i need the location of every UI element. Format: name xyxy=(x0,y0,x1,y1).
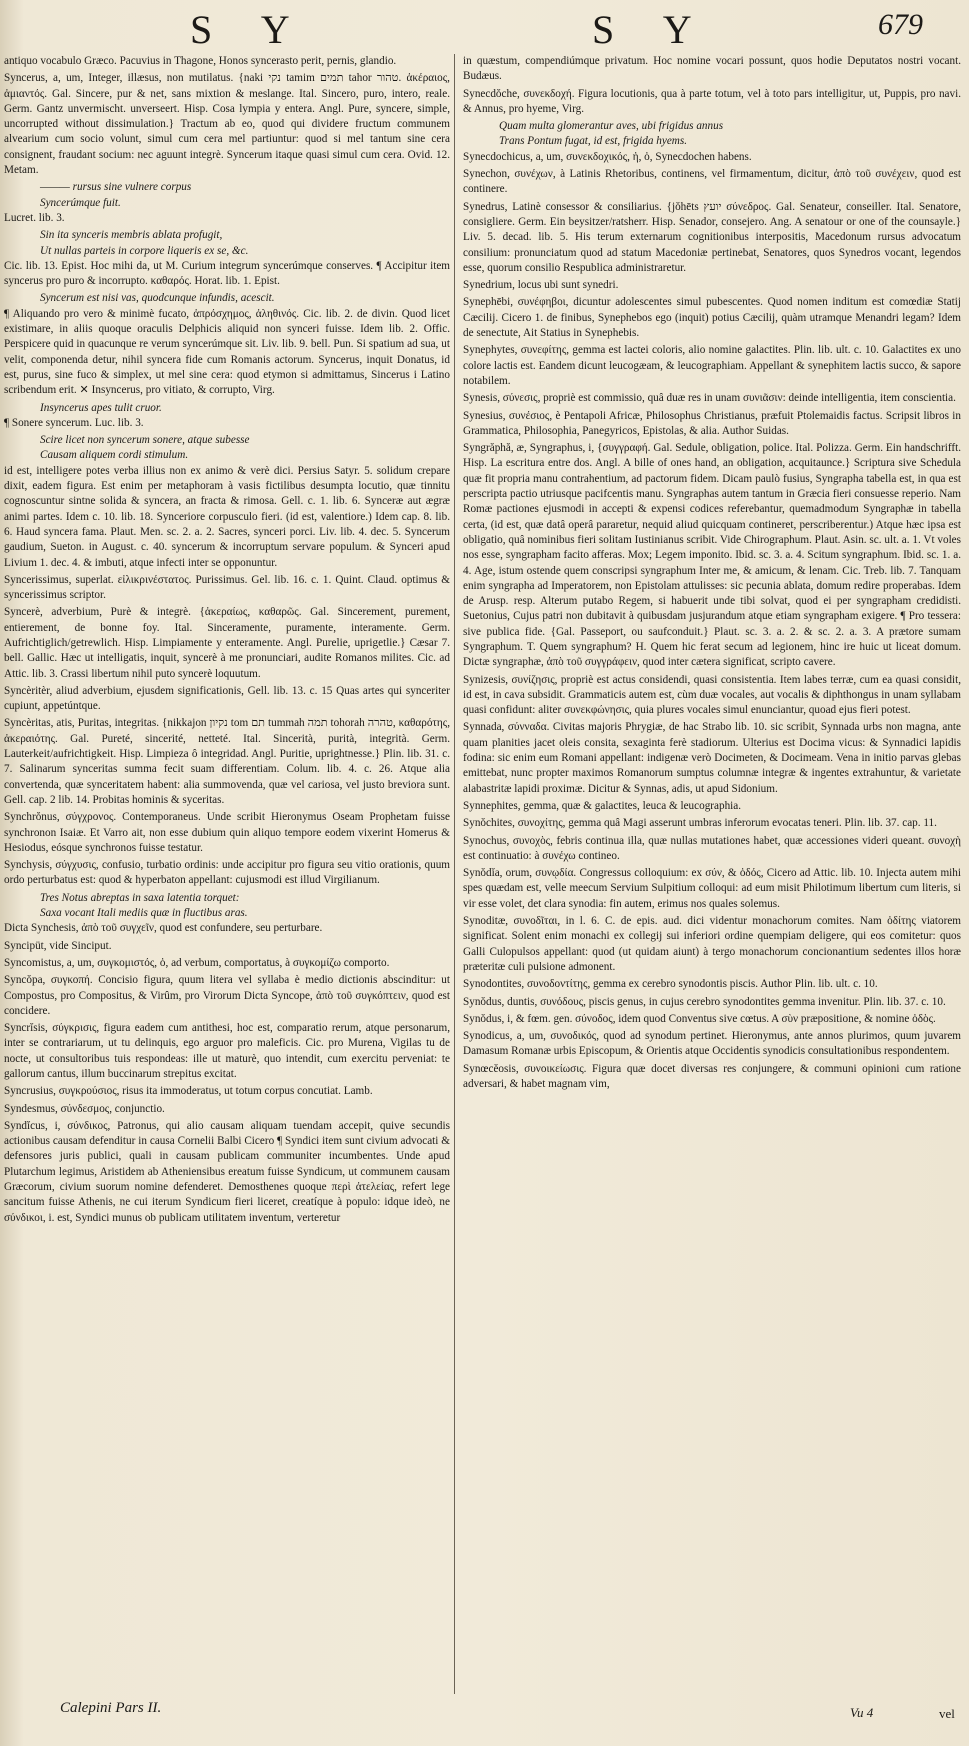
entry-synodicus: Synodicus, a, um, συνοδικός, quod ad synodum pertinet. Hieronymus, ante annos plurimos, quum juvarem Damasum Romanæ urbis Episcopum, & Orientis atque Occidentis synodicis consultationibus respondentem. xyxy=(463,1030,961,1058)
entry-synesius: Synesius, συνέσιος, è Pentapoli Africæ, Philosophus Christianus, præfuit Ptolemaidis factus. Scripsit libros in Grammatica, Philosophia, Panegyricos, Epistolas, & alia. Author Suidas. xyxy=(463,409,961,437)
entry-sinciput: Syncipüt, vide Sinciput. xyxy=(4,939,112,952)
entry-syndesmus: Syndesmus, σύνδεσμος, conjunctio. xyxy=(4,1102,165,1115)
catchword: vel xyxy=(939,1706,955,1721)
entry-synochites: Synŏchites, συνοχίτης, gemma quâ Magi asserunt umbras inferorum evocatas teneri. Plin. lib. 37. cap. 11. xyxy=(463,817,937,830)
entry-synephytes: Synephytes, συνεφίτης, gemma est lactei coloris, alio nomine galactites. Plin. lib. ult. c. 10. Galactites ex uno colore lactis est. Eandem dicunt leucogæam, & leucographiam. Appellant & synephitem lactis succo, & sapore notabilem. xyxy=(463,344,961,387)
entry-syncerasto: antiquo vocabulo Græco. Pacuvius in Thagone, Honos syncerasto perit, pernis, glandio. xyxy=(4,55,397,67)
verse-line: Scire licet non syncerum sonere, atque subesse xyxy=(40,434,250,447)
column-rule xyxy=(454,54,455,1694)
sheet-signature: Vu 4 xyxy=(850,1705,874,1720)
verse-line: Sin ita synceris membris ablata profugit, xyxy=(40,229,223,242)
running-head-left: S Y xyxy=(190,7,310,52)
verse-line: Trans Pontum fugat, id est, frigida hyems. xyxy=(499,135,688,148)
entry-syndicus: Syndĭcus, i, σύνδικος, Patronus, qui alio causam aliquam tuendam accepit, quive secundis actionibus causam defenditur in causa Cornelii Balbi Cicero ¶ Syndici item sunt civium advocati & defensores juris publici, quali in causam publicam communiter incumbentes. Unde apud Plutarchum legimus, Aristidem ab Atheniensibus ereatum fuisse Syndicum, ut communem causam Græcorum, civium suorum nomine defenderet. Demosthenes quoque περὶ ἀτελείας, refert lege sancitum fuisse Athenis, ne cui iterum Syndicum fieri liceret, creatíque à populo: idque ideò, ne σύνδικοι, i. est, Syndici munus ob publicam utilitatem inventum, verteretur xyxy=(4,1119,450,1224)
entry-body: ¶ Aliquando pro vero & minimè fucato, ἀπρόσχημος, ἀληθινός. Cic. lib. 2. de divin. Quod licet existimare, in aliis quoque oraculis Delphicis aliquid non synceri fuisse. Idem lib. 2. Offic. Perspicere quid in quacunque re verum syncerúmque sit. Liv. lib. 9. bell. Pun. Si spatium ad sua, ut velit, componenda detur, nihil syncera fide cum Romanis actorum. Syncerus, inquit Donatus, id est, purus, sine fuco & simplex, ut mel sine cera: quod etymon si admittamus, Sincerus i Latino scribendum erit. ✕ Insyncerus, pro vitiato, & corrupto, Virg. xyxy=(4,307,450,397)
entry-synecdoche: Synecdŏche, συνεκδοχή. Figura locutionis, qua à parte totum, vel à toto pars intelligitur, ut, Puppis, pro navi. & Annus, pro hyeme, Virg. xyxy=(463,87,961,115)
page-number: 679 xyxy=(878,8,923,41)
entry-syncrisis: Syncrĭsis, σύγκρισις, figura eadem cum antithesi, hoc est, comparatio rerum, atque personarum, inter se contrariarum, ut tu delinquis, ego arguor pro maleficis. Cic. pro Murena, Vigilas tu de nocte, ut consultoribus tuis respondeas: ille ut maturè, quo intendit, cum exercitu perveniat: te gallorum cantus, illum buccinarum strepitus excitat. xyxy=(4,1022,450,1080)
entry-synceritas: Syncèritas, atis, Puritas, integritas. {nikkajon נקיון tom תם tummah תמה tohorah טהרה, καθαρότης, ἀκεραιότης. Gal. Pureté, sincerité, netteté. Ital. Sincerità, purità, integrità. Germ. Lauterkeit/aufrichtigkeit. Hisp. Limpieza ô integridad. Angl. Puritie, uprightnesse.} Plin. lib. 31. c. 7. Salinarum synceritas summa fecit suam differentiam. Colum. lib. 4. c. 26. Atque alia convertenda, quæ synceritatem habent: alia summovenda, quæ vel cariosa, vel justo breviora sunt. Gell. cap. 2 lib. 14. Probitas hominis & syceritas. xyxy=(4,717,450,806)
entry-synchronus: Synchrŏnus, σύγχρονος. Contemporaneus. Unde scribit Hieronymus Oseam Prophetam fuisse synchronon Isaiæ. Et Varro ait, non esse dubium quin aliquo tempore eodem vixerint Homerus & Hesiodus, eósque synchronos fuisse testatur. xyxy=(4,811,450,854)
verse-line: Causam aliquem cordi stimulum. xyxy=(40,449,189,462)
entry-synodontites: Synodontites, συνοδοντίτης, gemma ex cerebro synodontis piscis. Author Plin. lib. ult. c. 10. xyxy=(463,978,878,991)
entry-synoeceosis: Synœcĕosis, συνοικείωσις. Figura quæ docet diversas res conjungere, & communi opinioni cum ratione adversari, & habet magnam vim, xyxy=(463,1062,961,1090)
entry-syncopa: Syncŏpa, συγκοπή. Concisio figura, quum litera vel syllaba è medio dictionis abscinditur: ut Compostus, pro Compositus, & Virûm, pro Virorum Dicta Syncope, ἀπὸ τοῦ συγκόπτειν, quod est concidere. xyxy=(4,974,450,1017)
verse-line: ——— rursus sine vulnere corpus xyxy=(40,181,192,194)
entry-synoditae: Synoditæ, συνοδῖται, in l. 6. C. de epis. aud. dici videntur monachorum comites. Nam ὁδίτης viatorem significat. Solent enim monachi ex collegij sui inferiori ordine quempiam deligere, qui eos comitetur: quos Galli Culopulsos appellant: quod (ut quidam aiunt) à tergo monachorum concionantium sedentes illos horæ præteritæ culi pulsione admonent. xyxy=(463,915,961,973)
entry-synesis: Synesis, σύνεσις, propriè est commissio, quâ duæ res in unam συνιᾶσιν: deinde intelligentia, item conscientia. xyxy=(463,392,956,405)
entry-synecdochicus: Synecdochicus, a, um, συνεκδοχικός, ἡ, ὁ, Synecdochen habens. xyxy=(463,150,752,163)
running-head-right: S Y xyxy=(592,7,712,52)
entry-syngrapha: Syngrăphă, æ, Syngraphus, i, {συγγραφή. Gal. Sedule, obligation, police. Ital. Polizza. Germ. Ein handschrifft. Hisp. La escritura entre dos. Angl. A bille of ones hand, an obligation, acquitaunce.} Scriptura sive Schedula quæ fit propria manu contrahentium, ad pactorum fidem. Dicam paulò fusius, Syngrapha tabella est, in qua est perscripta pactio utriusque pacifcentis manu. Syngraphas autem tantum in Græcia fieri consuesse reperio. Nam Romæ pactiones ejusmodi in accepti & expensi codices referebantur, quemadmodum Syngraphæ in tabella certa, (id est, quæ datâ operâ pararetur, nequid aliud quicquam contineret, perscriberentur.) Atque hæc ipsa est obligatio, quâ nominibus fieri solitam Iustinianus scribit. Vide Chirographum. Plaut. Asin. sc. ult. a. 1. Vt voles nos esse, syngrapham facito afferas. Mox; Legem imponito. Ibid. sc. 3. a. 4. Scitum syngraphum. Ibid. sc. 1. a. 4. Age, istum ostende quem conscripsi syngraphum Inter me, & amicum, & lenam. Cic. Treb. lib. 7. Tanquam enim syngrapha ad Imperatorem, non Epistolam attulisses: sic pecunia ablata, domum redire properabas. Idem de Arusp. resp. Alterum putabo Regem, si habuerit unde tibi solvat, quod ei per syngrapham credidisti. Suetonius, Cujus patri non dubitavit à quibusdam jusjurandum atque etiam syngrapham exigere. ¶ Pro tessera: sive publica fide. {Gal. Passeport, ou saufconduit.} Plaut. sc. 3. a. 2. & sc. 2. a. 3. A prætore sumam Syngraphum. T. Quem syngraphum? H. Quem hic ferat secum ad legionem, hinc ire huic ut liceat domum. Dictæ syngraphæ, ἀπὸ τοῦ συγγράφειν, quod inter cætera significat, scripto cavere. xyxy=(463,442,961,669)
entry-syncrusius: Syncrusius, συγκρούσιος, risus ita immoderatus, ut totum corpus concutiat. Lamb. xyxy=(4,1085,373,1098)
entry-syncerissimus: Syncerissimus, superlat. εἰλικρινέστατος. Purissimus. Gel. lib. 16. c. 1. Quint. Claud. optimus & syncerissimus scriptor. xyxy=(4,573,450,602)
entry-body: Dicta Synchesis, ἀπὸ τοῦ συγχεῖν, quod est confundere, seu perturbare. xyxy=(4,922,323,935)
verse-line: Tres Notus abreptas in saxa latentia torquet: xyxy=(40,891,240,904)
entry-synodia: Synŏdĭa, orum, συνῳδία. Congressus colloquium: ex σύν, & ὁδός, Cicero ad Attic. lib. 10. Injecta autem mihi spes quædam est, velle meecum Servium Sulpitium colloqui: ad eum misit Philotimum libertum cum literis, si vir esse volet, det clara synodia: fin autem, erimus nos quales solemus. xyxy=(463,867,961,910)
printer-signature: Calepini Pars II. xyxy=(60,1700,162,1716)
entry-synizesis: Synizesis, συνίζησις, propriè est actus considendi, quasi consistentia. Item labes terræ, cum ea quasi considit, id est, in cava subsidit. Grammaticis autem est, cùm duæ vocales, aut vocalis & diphthongus in unam syllabam quasi confidunt: aliter συνεκφώνησις, quia plures vocales simul enunciantur, quoad ejus fieri potest. xyxy=(463,673,961,717)
entry-synceriter: Syncèritèr, aliud adverbium, ejusdem significationis, Gell. lib. 13. c. 15 Quas artes qui synceriter cupiunt, appetúntque. xyxy=(4,684,450,713)
verse-line: Syncerúmque fuit. xyxy=(40,196,121,209)
citation: Lucret. lib. 3. xyxy=(4,211,65,224)
entry-body: Cic. lib. 13. Epist. Hoc mihi da, ut M. Curium integrum syncerúmque conserves. ¶ Accipitur item syncerus pro puro & incorrupto. καθαρός. Horat. lib. 1. Epist. xyxy=(4,259,450,288)
verse-line: Saxa vocant Itali mediis quæ in fluctibus aras. xyxy=(40,907,248,920)
entry-synedrus: Synedrus, Latinè consessor & consiliarius. {jŏhēts יועץ σύνεδρος. Gal. Senateur, conseiller. Ital. Senatore, consigliere. Germ. Ein beysitzer/ratsherr. Hisp. Senador, consejero. Ang. A senatour or one of the counsayle.} Liv. 5. decad. lib. 5. His terum externarum cognitionibus interpositis, Macedonum rursus advocatum consilium: pronunciatum quod ad statum Macedoniæ pertinebat, Senatores, quos Synedros vocant, legendos esse, quorum consilio Respublica administraretur. xyxy=(463,200,961,274)
entry-synnada: Synnada, σύνναδα. Civitas majoris Phrygiæ, de hac Strabo lib. 10. sic scribit, Synnada urbs non magna, ante quam planities jacet oleis consita, sexaginta ferè stadiorum. Ulterius est Docima vicus: & Synnadici lapidis fodina: sic enim eum Romani appellant: indigenæ verò Docimeten, & Docimeam. Vena in initio parvas glebas emittebat, nunc propter maximos Romanorum sumptus columnæ integræ & ingentes extrahuntur, & varietate alabastritæ lapidi proximæ. Dicitur & Synnas, adis, ut apud Sidonium. xyxy=(463,721,961,795)
entry-synodus-piscis: Synŏdus, duntis, συνόδους, piscis genus, in cujus cerebro synodontites gemma invenitur. Plin. lib. 37. c. 10. xyxy=(463,995,946,1008)
left-column xyxy=(4,54,450,1692)
verse-line: Quam multa glomerantur aves, ubi frigidus annus xyxy=(499,120,724,133)
right-column xyxy=(463,54,961,1692)
entry-continued: in quæstum, compendiúmque privatum. Hoc nomine vocari possunt, quos hodie Deputatos nostri vocant. Budæus. xyxy=(463,55,961,83)
entry-syncere: Syncerè, adverbium, Purè & integrè. {ἀκεραίως, καθαρῶς. Gal. Sincerement, purement, entierement, de bonne foy. Ital. Sinceramente, puramente, interamente. Germ. Aufrichtiglich/getrewlich. Hisp. Limpiamente y enteramente. Angl. Purelie, uprigetlie.} Cæsar 7. bell. Gallic. Hæc ut intelligatis, inquit, syncerè à me pronunciari, audite Romanos milites. Cic. ad Attic. lib. 3. Crassi libertum nihil puto syncerè loquutum. xyxy=(4,606,450,680)
entry-synedrium: Synedrium, locus ubi sunt synedri. xyxy=(463,279,619,292)
entry-syncerus: Syncerus, a, um, Integer, illæsus, non mutilatus. {naki נקי tamim תמים tahor טהור. ἀκέραιος, ἀμιαντός. Gal. Sincere, pur & net, sans mixtion & meslange. Ital. Sincero, puro, intero, reale. Germ. Gantz unvermischt. unverseert. Hisp. Cosa lympia y entera. Angl. Pure, syncere, simple, uncorrupted without dissimulation.} Tractum ab eo, quod qui dividere fructum communem alvearium cum socio volunt, simul cum cera mel partiuntur: quod si mel tantum sine cera consignent, fraudant socium: nec aguunt integrè. Syncerum itaque quasi simul cum cera. Ovid. 12. Metam. xyxy=(4,72,450,177)
entry-body: ¶ Sonere syncerum. Luc. lib. 3. xyxy=(4,416,144,429)
entry-synodus: Synŏdus, i, & fœm. gen. σύνοδος, idem quod Conventus sive cœtus. A σὺν præpositione, & nomine ὁδὸς. xyxy=(463,1012,936,1025)
verse-line: Syncerum est nisi vas, quodcunque infundis, acescit. xyxy=(40,292,275,305)
entry-synochus: Synochus, συνοχὸς, febris continua illa, quæ nullas mutationes habet, quæ accessiones videri queant. συνοχὴ est continuatio: à συνέχω contineo. xyxy=(463,834,961,862)
entry-synnephites: Synnephites, gemma, quæ & galactites, leuca & leucographia. xyxy=(463,799,742,812)
entry-synephebi: Synephēbi, συνέφηβοι, dicuntur adolescentes simul pubescentes. Quod nomen inditum est comœdiæ Statij Cæcilij. Cicero 1. de finibus, Synephebos ego (inquit) potius Cæcilij, quàm utramque Menandri legam? Idem de senectute, Ait Statius in Synephebis. xyxy=(463,296,961,340)
entry-synchysis: Synchysis, σύγχυσις, confusio, turbatio ordinis: unde accipitur pro figura seu vitio orationis, quum ordo perturbatus est: quod & hyperbaton appellant: cujusmodi est illud Virgilianum. xyxy=(4,859,450,887)
entry-syncomistus: Syncomistus, a, um, συγκομιστός, ὁ, ad verbum, comportatus, à συγκομίζω comporto. xyxy=(4,956,390,969)
verse-line: Insyncerus apes tulit cruor. xyxy=(40,401,162,414)
entry-body: id est, intelligere potes verba illius non ex animo & verè dici. Persius Satyr. 5. solidum crepare dixit, eadem figura. Est enim per metaphoram à vasis fictilibus desumpta locutio, quæ tinnitu cognoscuntur sintne solida & syncera, an fracta & rimosa. Gell. c. 1. lib. 6. Synceræ aut ægræ animi partes. Idem c. 10. lib. 18. Synceriore corpusculo fieri. (id est, valentiore.) Idem cap. 8. lib. 6. Haud syncera fama. Plaut. Men. sc. 2. a. 2. Sacres, synceri porci. Liv. lib. 4. dec. 5. Syncerum gaudium, Sueton. in August. c. 40. syncerum & incorruptum servare populum. & Synceri apud Livium 1. dec. 4. & imbuti, atque infecti inter se opponuntur. xyxy=(4,464,450,569)
verse-line: Ut nullas parteis in corpore liqueris ex se, &c. xyxy=(40,244,249,257)
entry-synechon: Synechon, συνέχων, à Latinis Rhetoribus, continens, vel firmamentum, dicitur, ἀπὸ τοῦ συνέχειν, quod est continere. xyxy=(463,168,961,196)
